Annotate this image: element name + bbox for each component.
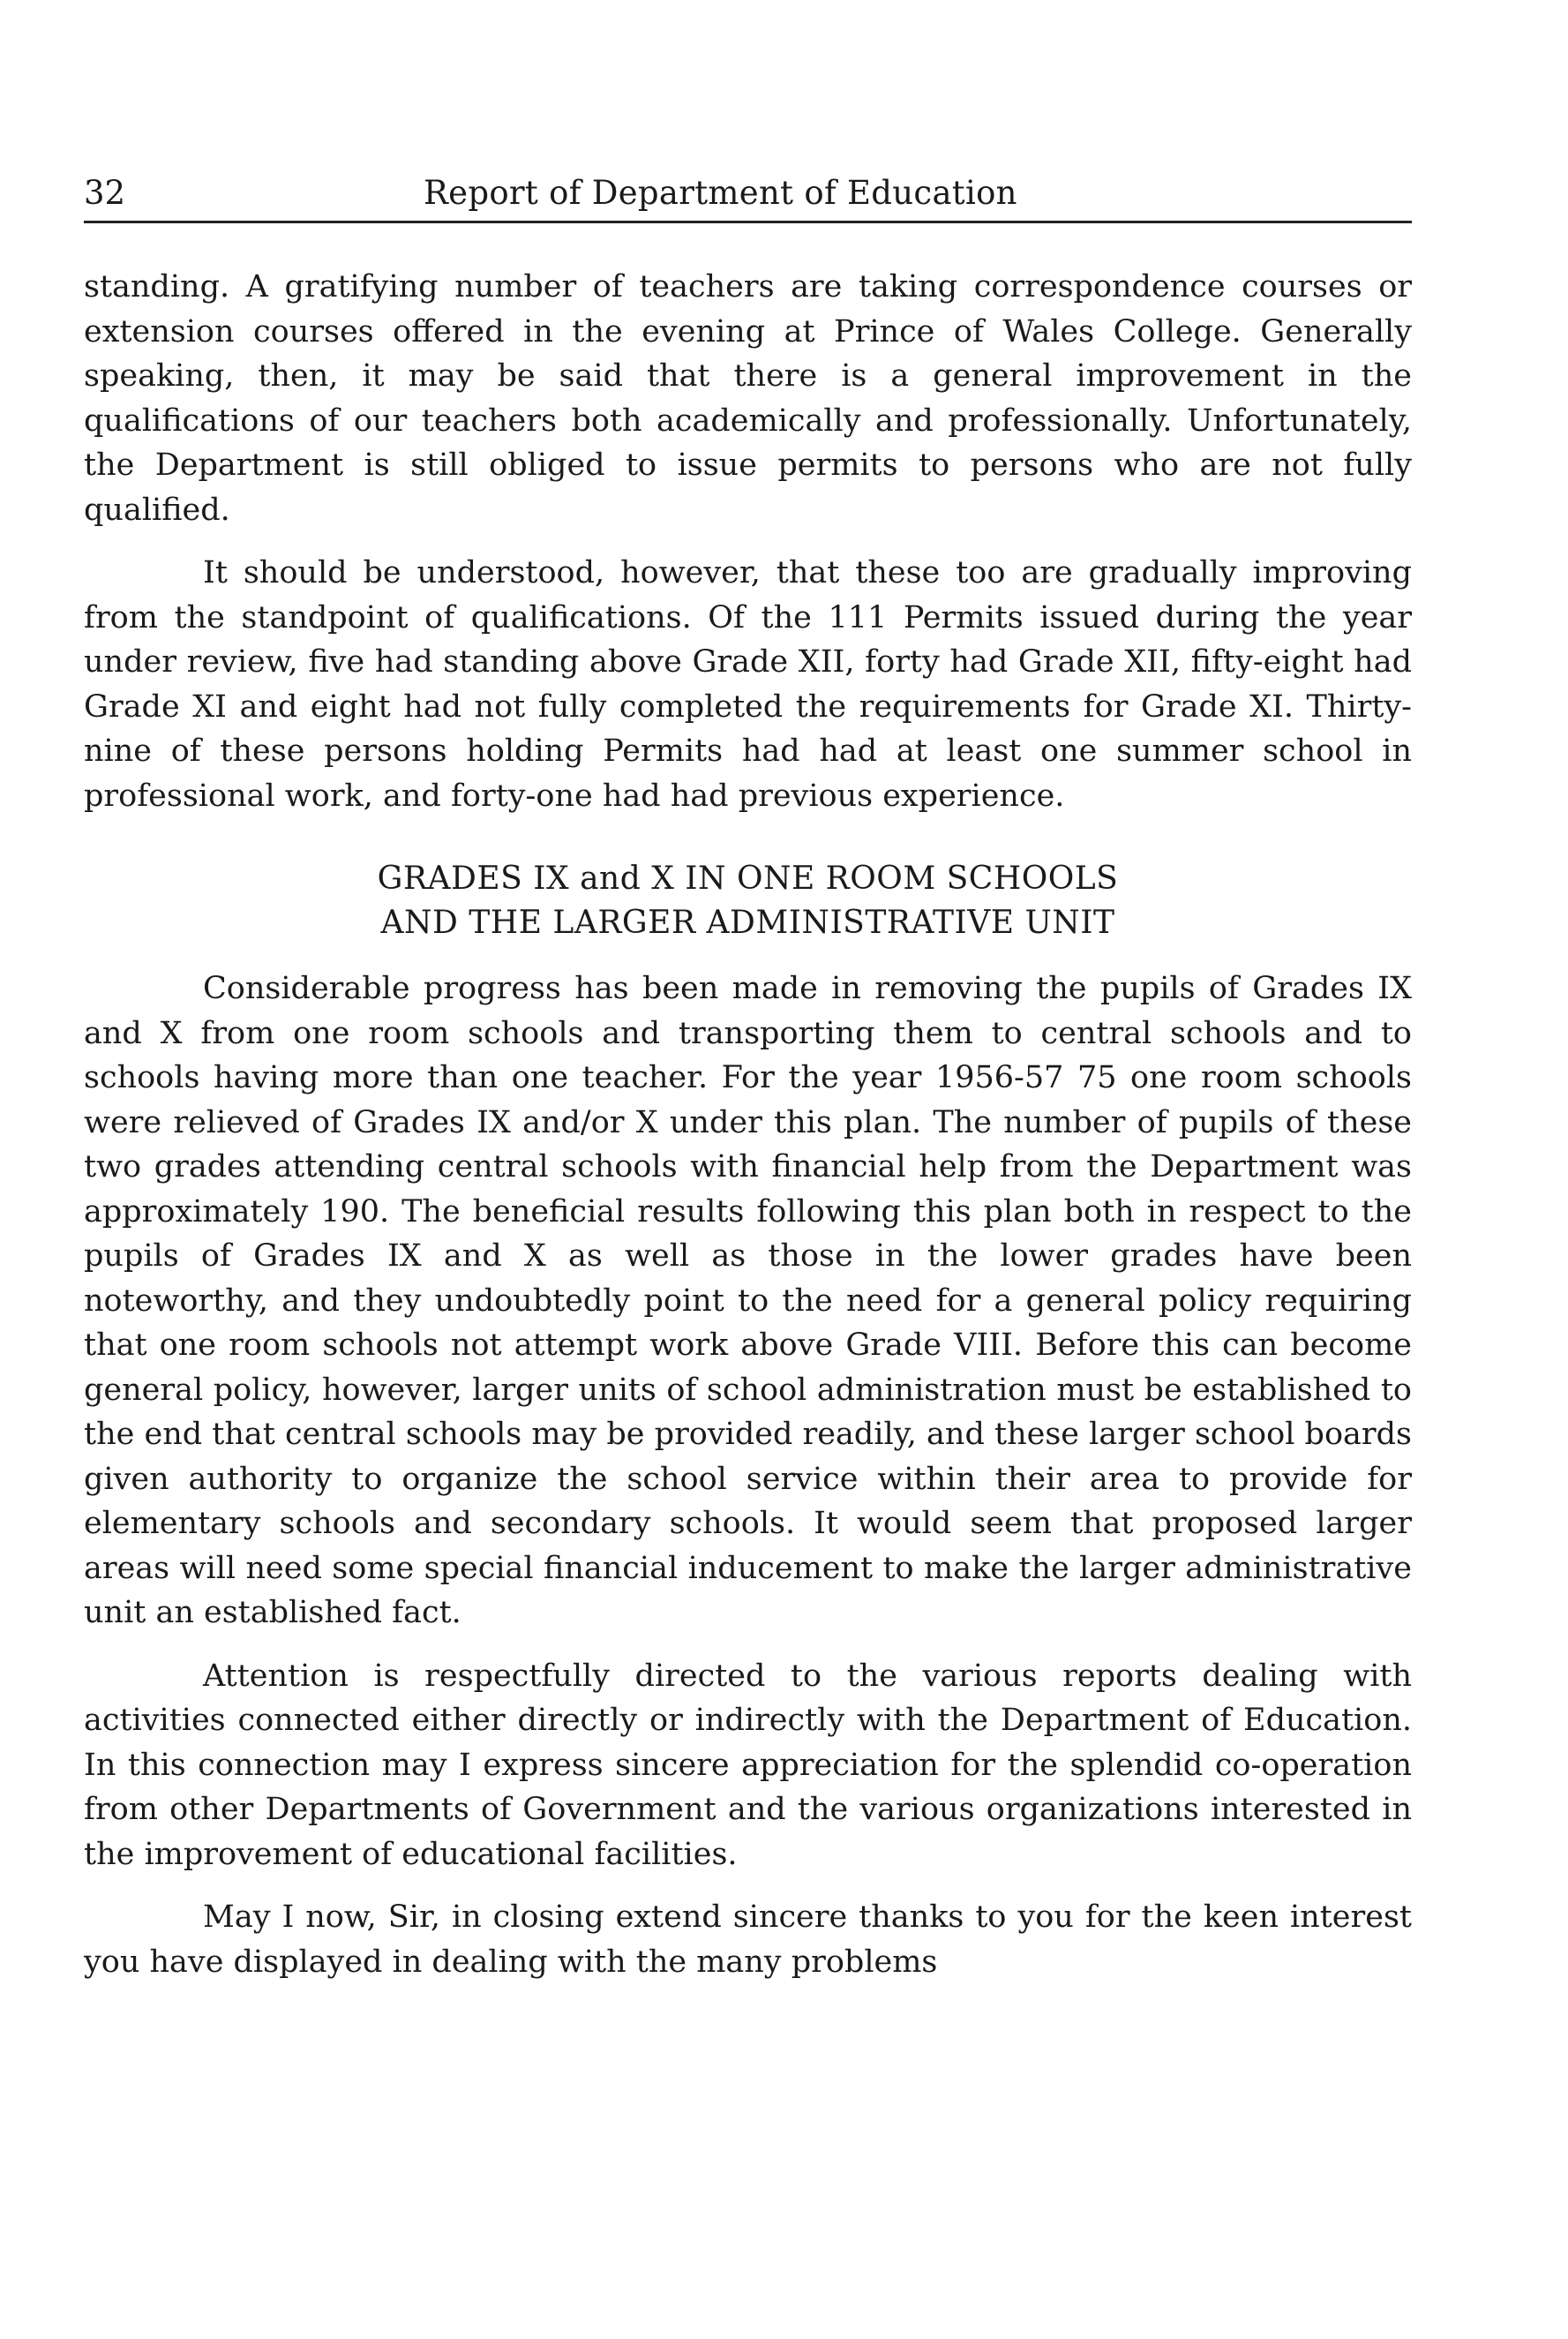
paragraph-attention: Attention is respectfully directed to the various reports dealing with activities connected either directly or indirectly with the Department of Education. In this connection may I express sincere appreciation for the splendid co-operation from other Departments of Government and the various organizations interested in the improvement of educational facilities. xyxy=(84,1658,1412,1872)
paragraph-continued: standing. A gratifying number of teachers are taking correspondence courses or extension courses offered in the evening at Prince of Wales College. Generally speaking, then, it may be said that there is a general improvement in the qualifications of our teachers both academically and professionally. Unfortunately, the Department is still obliged to issue permits to persons who are not fully qualified. xyxy=(84,269,1412,528)
page-header xyxy=(84,166,1412,223)
body-text xyxy=(84,265,1412,1984)
running-head: Report of Department of Education xyxy=(424,174,1017,212)
page-number: 32 xyxy=(84,174,126,212)
paragraph-one-room-schools: Considerable progress has been made in removing the pupils of Grades IX and X from one room schools and transporting them to central schools and to schools having more than one teacher. For the year 1956-57 75 one room schools were relieved of Grades IX and/or X under this plan. The number of pupils of these two grades attending central schools with financial help from the Department was approximately 190. The beneficial results following this plan both in respect to the pupils of Grades IX and X as well as those in the lower grades have been noteworthy, and they undoubtedly point to the need for a general policy requiring that one room schools not attempt work above Grade VIII. Before this can become general policy, however, larger units of school administration must be established to the end that central schools may be provided readily, and these larger school boards given authority to organize the school service within their area to provide for elementary schools and secondary schools. It would seem that proposed larger areas will need some special financial inducement to make the larger administrative unit an established fact. xyxy=(84,971,1412,1630)
section-heading-line-1: GRADES IX and X IN ONE ROOM SCHOOLS xyxy=(377,861,1119,897)
section-heading xyxy=(84,857,1412,945)
paragraph-permits: It should be understood, however, that these too are gradually improving from the standpoint of qualifications. Of the 111 Permits issued during the year under review, five had standing above Grade XII, forty had Grade XII, fifty-eight had Grade XI and eight had not fully completed the requirements for Grade XI. Thirty-nine of these persons holding Permits had had at least one summer school in professional work, and forty-one had had previous experience. xyxy=(84,555,1412,814)
section-heading-line-2: AND THE LARGER ADMINISTRATIVE UNIT xyxy=(380,905,1115,941)
paragraph-closing: May I now, Sir, in closing extend sincere thanks to you for the keen interest you have displayed in dealing with the many problems xyxy=(84,1899,1412,1980)
